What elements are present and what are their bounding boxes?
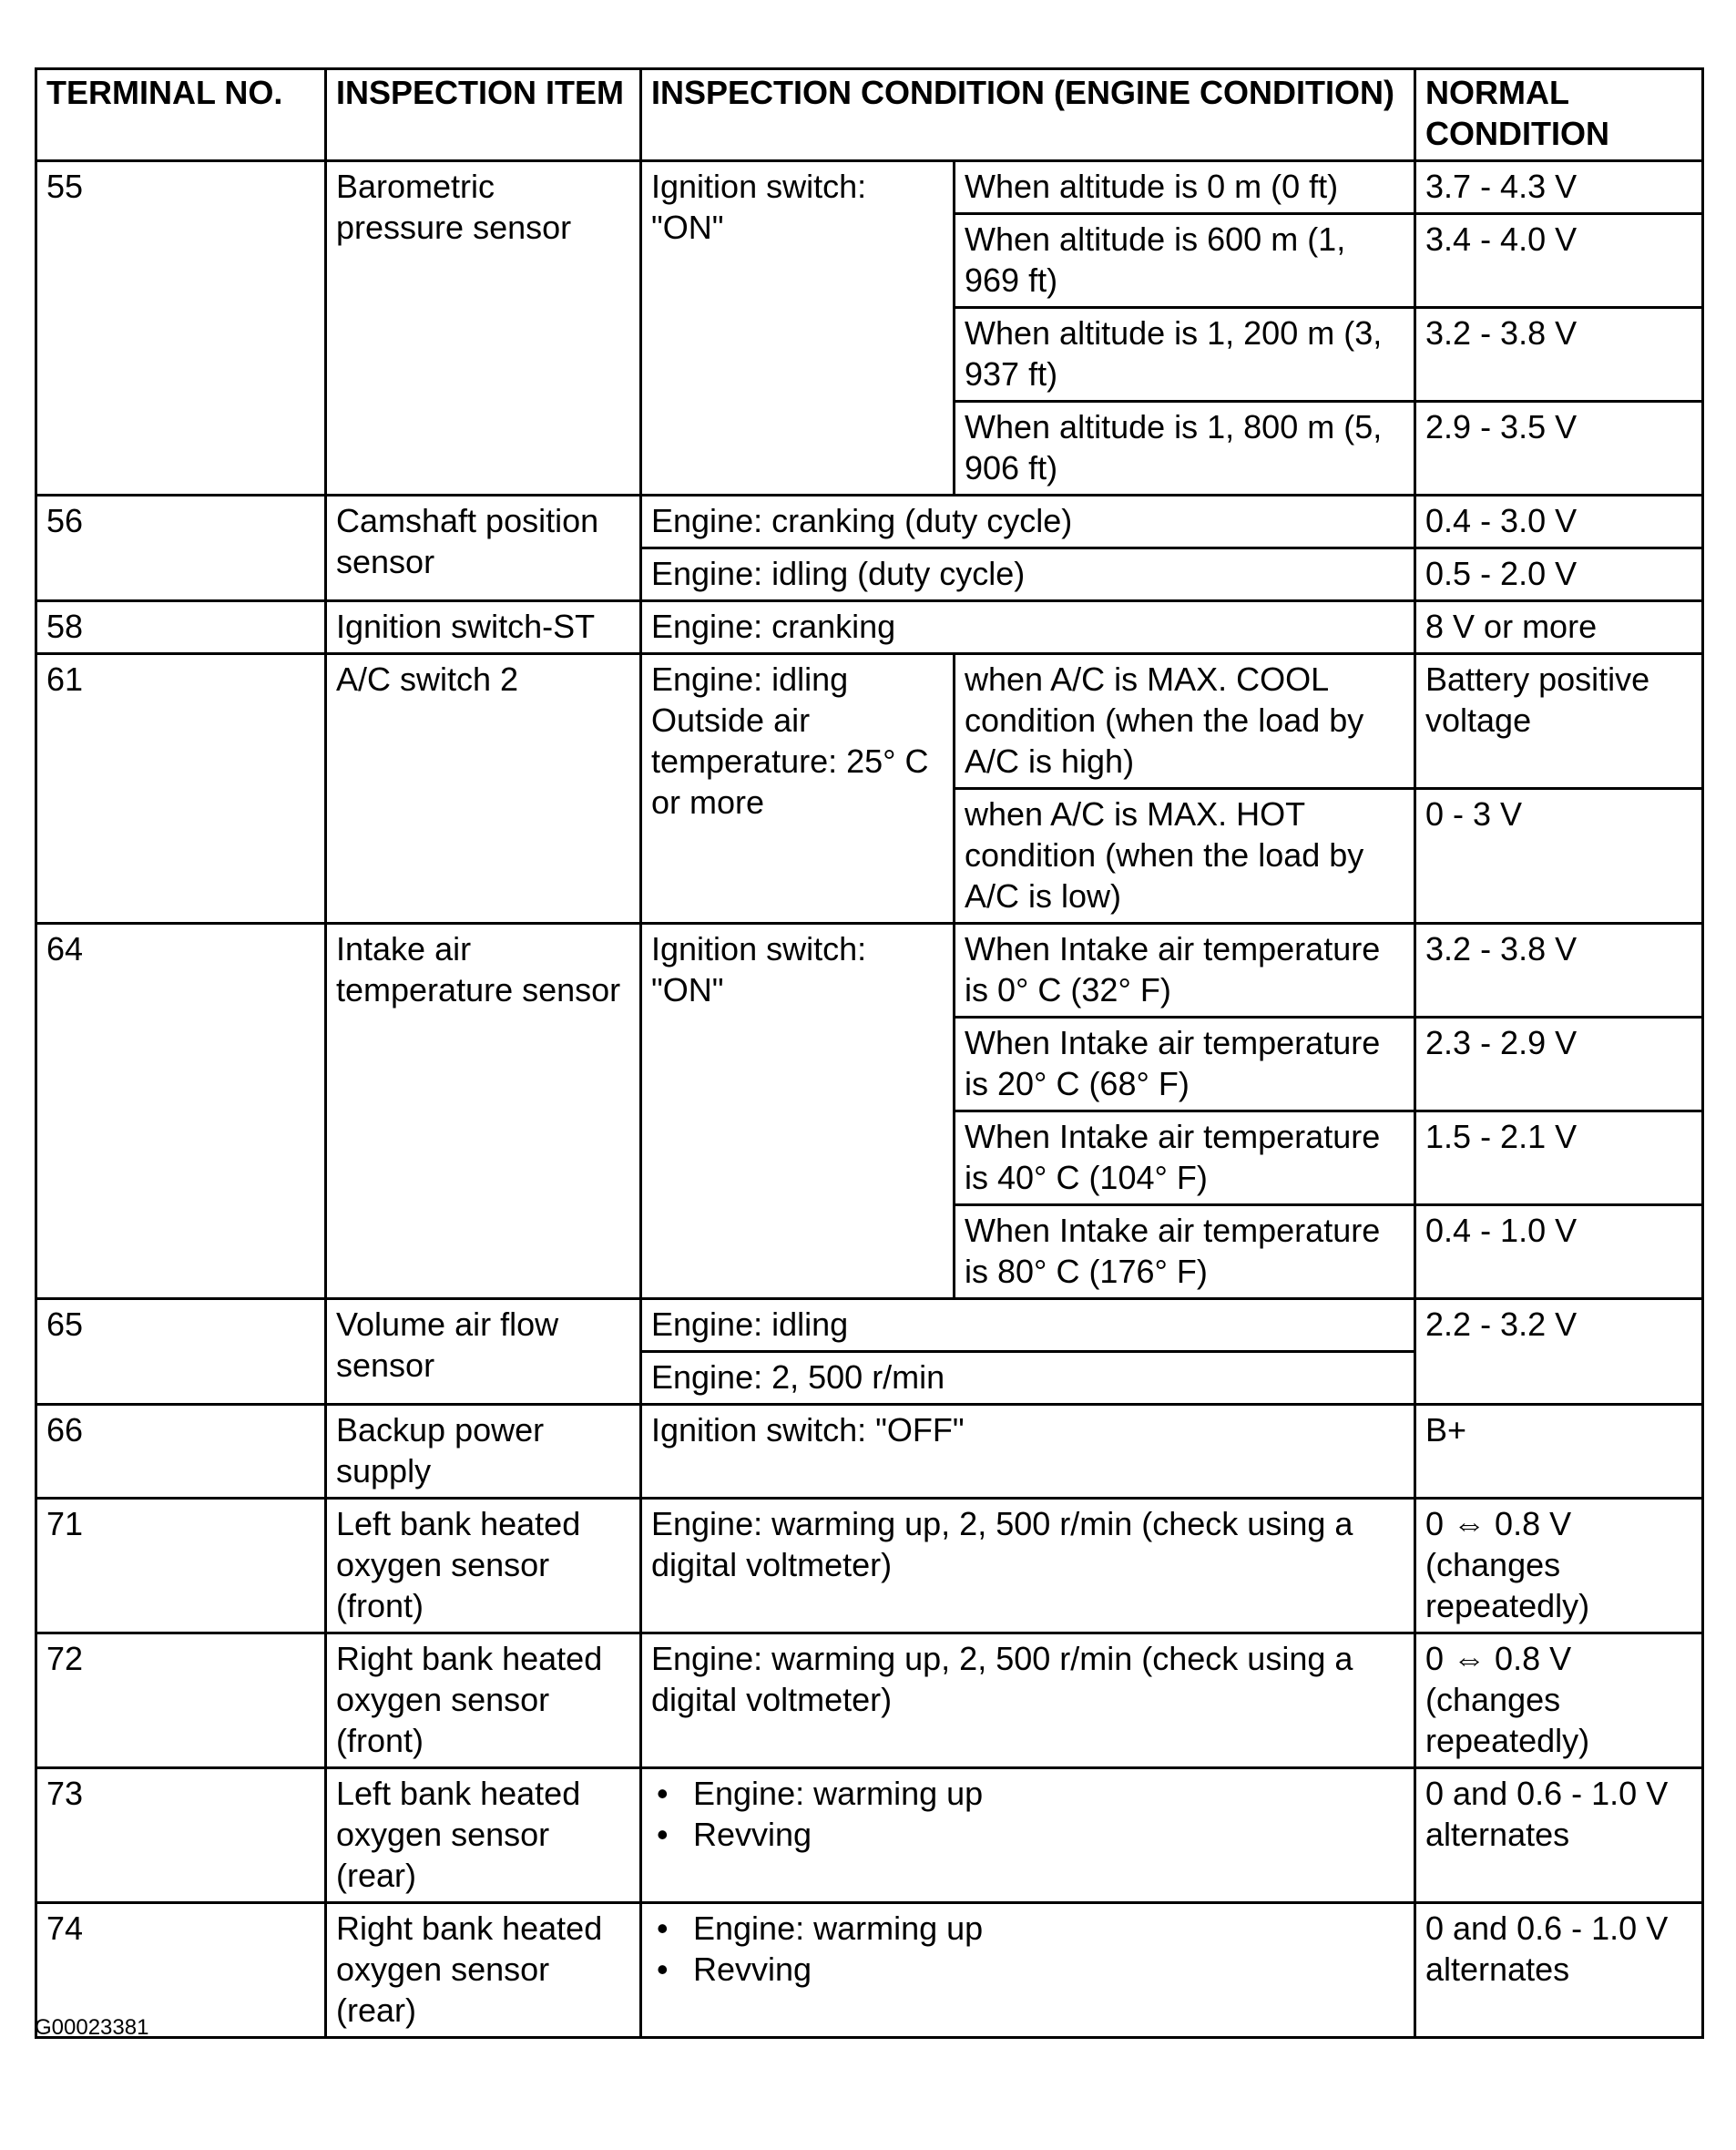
normal-condition: 8 V or more: [1415, 601, 1703, 654]
header-row: [36, 69, 1703, 161]
table-row: [36, 924, 1703, 1018]
bullet-item: • Revving: [651, 1949, 1404, 1990]
inspection-condition: [641, 1903, 1415, 2038]
normal-condition: 0.5 - 2.0 V: [1415, 548, 1703, 601]
table-row: [36, 496, 1703, 548]
inspection-item: Barometric pressure sensor: [326, 161, 641, 496]
inspection-item: Backup power supply: [326, 1405, 641, 1499]
terminal-no: 55: [36, 161, 326, 496]
sub-condition: When altitude is 1, 800 m (5, 906 ft): [955, 402, 1415, 496]
inspection-condition: Engine: idling (duty cycle): [641, 548, 1415, 601]
table-row: [36, 654, 1703, 789]
terminal-no: 56: [36, 496, 326, 601]
sub-condition: When altitude is 0 m (0 ft): [955, 161, 1415, 214]
normal-condition: 3.2 - 3.8 V: [1415, 308, 1703, 402]
normal-condition: 0 ⇔ 0.8 V (changes repeatedly): [1415, 1499, 1703, 1633]
normal-condition: 3.4 - 4.0 V: [1415, 214, 1703, 308]
inspection-condition: Engine: cranking: [641, 601, 1415, 654]
sub-condition: When altitude is 1, 200 m (3, 937 ft): [955, 308, 1415, 402]
sub-condition: When Intake air temperature is 80° C (176° F): [955, 1205, 1415, 1299]
inspection-condition: Engine: warming up, 2, 500 r/min (check using a digital voltmeter): [641, 1633, 1415, 1768]
sub-condition: When Intake air temperature is 40° C (104° F): [955, 1111, 1415, 1205]
inspection-condition: Engine: idling: [641, 1299, 1415, 1352]
terminal-no: 65: [36, 1299, 326, 1405]
normal-condition: 0 and 0.6 - 1.0 V alternates: [1415, 1903, 1703, 2038]
table-row: [36, 1903, 1703, 2038]
terminal-no: 73: [36, 1768, 326, 1903]
table-row: [36, 1499, 1703, 1633]
header-inspection-item: INSPECTION ITEM: [326, 69, 641, 161]
normal-condition: Battery positive voltage: [1415, 654, 1703, 789]
inspection-item: Ignition switch-ST: [326, 601, 641, 654]
header-normal-condition: NORMAL CONDITION: [1415, 69, 1703, 161]
normal-condition: 2.9 - 3.5 V: [1415, 402, 1703, 496]
inspection-item: A/C switch 2: [326, 654, 641, 924]
terminal-no: 71: [36, 1499, 326, 1633]
normal-condition: 0 - 3 V: [1415, 789, 1703, 924]
normal-condition: 0 and 0.6 - 1.0 V alternates: [1415, 1768, 1703, 1903]
inspection-condition: Ignition switch: "ON": [641, 161, 955, 496]
inspection-condition: Ignition switch: "OFF": [641, 1405, 1415, 1499]
sub-condition: When Intake air temperature is 0° C (32° F): [955, 924, 1415, 1018]
bullet-item: • Revving: [651, 1814, 1404, 1855]
normal-condition: 2.3 - 2.9 V: [1415, 1018, 1703, 1111]
normal-condition: 1.5 - 2.1 V: [1415, 1111, 1703, 1205]
inspection-item: Left bank heated oxygen sensor (front): [326, 1499, 641, 1633]
inspection-condition: Engine: idling Outside air temperature: 25° C or more: [641, 654, 955, 924]
table-row: [36, 1768, 1703, 1903]
normal-condition: 3.7 - 4.3 V: [1415, 161, 1703, 214]
inspection-item: Right bank heated oxygen sensor (rear): [326, 1903, 641, 2038]
header-terminal-no: TERMINAL NO.: [36, 69, 326, 161]
terminal-no: 64: [36, 924, 326, 1299]
table-row: [36, 1633, 1703, 1768]
sub-condition: when A/C is MAX. HOT condition (when the load by A/C is low): [955, 789, 1415, 924]
normal-condition: 2.2 - 3.2 V: [1415, 1299, 1703, 1405]
bullet-item: • Engine: warming up: [651, 1908, 1404, 1949]
normal-condition: 3.2 - 3.8 V: [1415, 924, 1703, 1018]
sub-condition: When Intake air temperature is 20° C (68° F): [955, 1018, 1415, 1111]
normal-condition: 0.4 - 3.0 V: [1415, 496, 1703, 548]
inspection-item: Right bank heated oxygen sensor (front): [326, 1633, 641, 1768]
inspection-item: Camshaft position sensor: [326, 496, 641, 601]
inspection-item: Left bank heated oxygen sensor (rear): [326, 1768, 641, 1903]
normal-condition: 0 ⇔ 0.8 V (changes repeatedly): [1415, 1633, 1703, 1768]
inspection-item: Intake air temperature sensor: [326, 924, 641, 1299]
table-row: [36, 1299, 1703, 1352]
terminal-no: 61: [36, 654, 326, 924]
terminal-no: 72: [36, 1633, 326, 1768]
terminal-no: 66: [36, 1405, 326, 1499]
table-row: [36, 1405, 1703, 1499]
inspection-condition: Engine: cranking (duty cycle): [641, 496, 1415, 548]
sub-condition: when A/C is MAX. COOL condition (when the load by A/C is high): [955, 654, 1415, 789]
figure-id: G00023381: [35, 2015, 149, 2040]
inspection-condition: [641, 1768, 1415, 1903]
normal-condition: 0.4 - 1.0 V: [1415, 1205, 1703, 1299]
header-inspection-condition: INSPECTION CONDITION (ENGINE CONDITION): [641, 69, 1415, 161]
terminal-no: 58: [36, 601, 326, 654]
inspection-condition: Engine: warming up, 2, 500 r/min (check using a digital voltmeter): [641, 1499, 1415, 1633]
inspection-condition: Ignition switch: "ON": [641, 924, 955, 1299]
bullet-item: • Engine: warming up: [651, 1773, 1404, 1814]
table-row: [36, 161, 1703, 214]
table-row: [36, 601, 1703, 654]
inspection-table: [35, 67, 1704, 2039]
normal-condition: B+: [1415, 1405, 1703, 1499]
terminal-no: 74: [36, 1903, 326, 2038]
sub-condition: When altitude is 600 m (1, 969 ft): [955, 214, 1415, 308]
inspection-item: Volume air flow sensor: [326, 1299, 641, 1405]
inspection-condition: Engine: 2, 500 r/min: [641, 1352, 1415, 1405]
